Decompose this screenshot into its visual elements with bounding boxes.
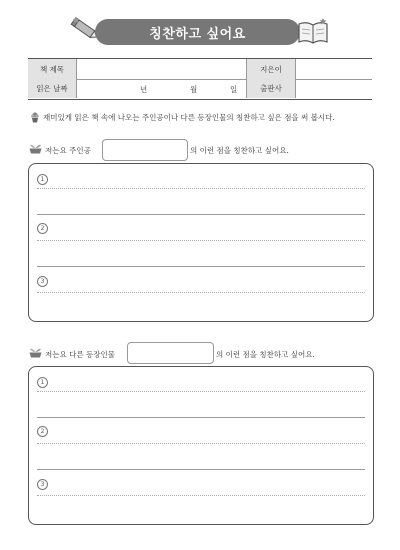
item-number-1: 1 <box>37 174 48 185</box>
main-character-name-input[interactable] <box>102 139 188 161</box>
read-date-field[interactable] <box>77 79 246 98</box>
day-unit: 일 <box>230 85 238 94</box>
section2-prompt-suffix: 의 이런 점을 칭찬하고 싶어요. <box>216 350 315 359</box>
author-field[interactable] <box>296 59 372 79</box>
book-title-field[interactable] <box>77 59 246 79</box>
plant-pot-icon <box>29 142 42 154</box>
other-character-writing-box[interactable] <box>28 366 374 525</box>
item-number-1: 1 <box>37 377 48 388</box>
info-row-title <box>28 59 372 80</box>
flower-pot-icon <box>30 112 40 123</box>
item-number-3: 3 <box>37 479 48 490</box>
open-book-icon <box>296 16 330 46</box>
section1-prompt-prefix: 저는요 주인공 <box>45 146 91 155</box>
month-unit: 월 <box>190 85 198 94</box>
section1-prompt-suffix: 의 이런 점을 칭찬하고 싶어요. <box>190 146 289 155</box>
page-title: 칭찬하고 싶어요 <box>149 27 246 42</box>
book-title-label: 책 제목 <box>28 59 76 79</box>
instruction-text: 재미있게 읽은 책 속에 나오는 주인공이나 다른 등장인물의 칭찬하고 싶은 점을 써 봅시다. <box>43 113 335 122</box>
title-banner <box>95 19 300 45</box>
plant-pot-icon <box>29 346 42 358</box>
info-row-date <box>28 79 372 98</box>
year-unit: 년 <box>140 85 148 94</box>
other-character-name-input[interactable] <box>127 342 214 364</box>
item-number-3: 3 <box>37 276 48 287</box>
publisher-label: 출판사 <box>247 79 295 98</box>
publisher-field[interactable] <box>296 79 372 98</box>
read-date-label: 읽은 날짜 <box>28 79 76 98</box>
section2-prompt-prefix: 저는요 다른 등장인물 <box>45 350 115 359</box>
book-info-table <box>28 58 372 100</box>
item-number-2: 2 <box>37 223 48 234</box>
main-character-writing-box[interactable] <box>28 163 374 322</box>
author-label: 지은이 <box>247 59 295 79</box>
item-number-2: 2 <box>37 426 48 437</box>
